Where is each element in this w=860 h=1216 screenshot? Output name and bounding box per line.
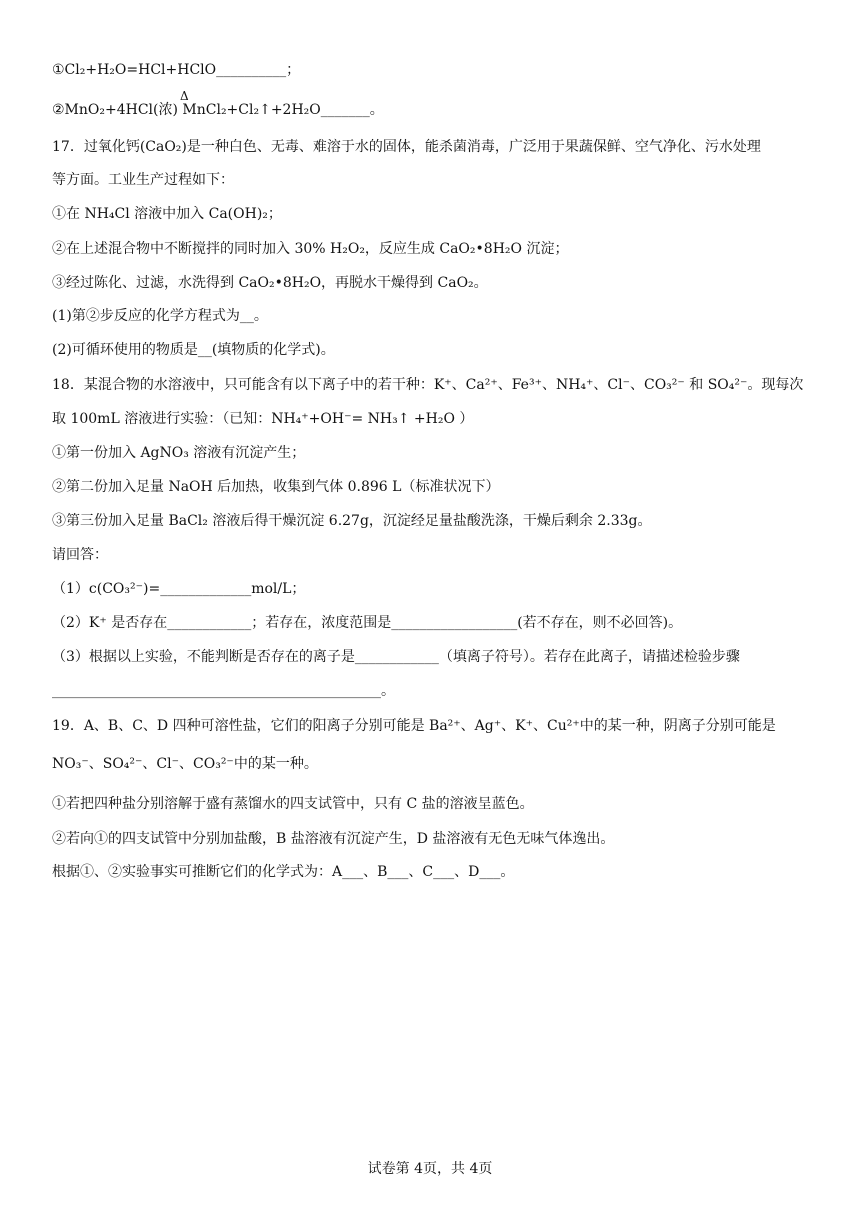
q16-line-2-suffix: MnCl₂+Cl₂↑+2H₂O_______。 bbox=[182, 102, 384, 118]
q18-exp-1: ①第一份加入 AgNO₃ 溶液有沉淀产生； bbox=[52, 445, 306, 461]
q17-step-1: ①在 NH₄Cl 溶液中加入 Ca(OH)₂； bbox=[52, 206, 282, 222]
q19-intro-a: 19．A、B、C、D 四种可溶性盐，它们的阳离子分别可能是 Ba²⁺、Ag⁺、K⁺、Cu²⁺中的某一种，阴离子分别可能是 bbox=[52, 718, 776, 734]
q19-intro-b-suffix: 中的某一种。 bbox=[233, 756, 318, 772]
anion-no3: NO₃⁻ bbox=[52, 756, 89, 772]
q18-sub-3-blank: _______________________________________________。 bbox=[52, 683, 395, 699]
q18-sub-1: （1）c(CO₃²⁻)=_____________mol/L； bbox=[52, 581, 306, 597]
delta-symbol: Δ bbox=[179, 89, 189, 103]
q18-ask: 请回答： bbox=[52, 547, 108, 563]
anion-cl: Cl⁻ bbox=[156, 756, 180, 772]
q17-step-2: ②在上述混合物中不断搅拌的同时加入 30% H₂O₂，反应生成 CaO₂•8H₂O 沉淀； bbox=[52, 241, 569, 257]
q16-line-1: ①Cl₂+H₂O=HCl+HClO__________； bbox=[52, 62, 301, 78]
heat-condition bbox=[178, 89, 189, 120]
q18-sub-2: （2）K⁺ 是否存在____________；若存在，浓度范围是__________________(若不存在，则不必回答)。 bbox=[52, 615, 683, 631]
q18-intro-a: 18．某混合物的水溶液中，只可能含有以下离子中的若干种：K⁺、Ca²⁺、Fe³⁺、NH₄⁺、Cl⁻、CO₃²⁻ 和 SO₄²⁻。现每次 bbox=[52, 377, 804, 393]
q17-question-2: (2)可循环使用的物质是__(填物质的化学式)。 bbox=[52, 342, 335, 358]
q16-line-2-prefix: ②MnO₂+4HCl(浓) bbox=[52, 102, 178, 118]
anion-co3: CO₃²⁻ bbox=[193, 756, 234, 772]
q16-line-2 bbox=[52, 89, 384, 120]
q18-intro-b: 取 100mL 溶液进行实验：（已知：NH₄⁺+OH⁻= NH₃↑ +H₂O ） bbox=[52, 411, 474, 427]
q18-exp-2: ②第二份加入足量 NaOH 后加热，收集到气体 0.896 L（标准状况下） bbox=[52, 479, 500, 495]
q18-exp-3: ③第三份加入足量 BaCl₂ 溶液后得干燥沉淀 6.27g，沉淀经足量盐酸洗涤，干燥后剩余 2.33g。 bbox=[52, 513, 652, 529]
anion-so4: SO₄²⁻ bbox=[102, 756, 143, 772]
q19-cond-2: ②若向①的四支试管中分别加盐酸，B 盐溶液有沉淀产生，D 盐溶液有无色无味气体逸出。 bbox=[52, 831, 615, 847]
q17-intro-a: 17．过氧化钙(CaO₂)是一种白色、无毒、难溶于水的固体，能杀菌消毒，广泛用于果蔬保鲜、空气净化、污水处理 bbox=[52, 139, 761, 155]
page-footer: 试卷第 4页，共 4页 bbox=[367, 1161, 493, 1177]
q19-cond-1: ①若把四种盐分别溶解于盛有蒸馏水的四支试管中，只有 C 盐的溶液呈蓝色。 bbox=[52, 796, 534, 812]
q18-sub-3: （3）根据以上实验，不能判断是否存在的离子是____________（填离子符号）。若存在此离子，请描述检验步骤 bbox=[52, 649, 740, 665]
q17-intro-b: 等方面。工业生产过程如下： bbox=[52, 172, 234, 188]
q19-conclusion: 根据①、②实验事实可推断它们的化学式为：A___、B___、C___、D___。 bbox=[52, 864, 515, 880]
q17-question-1: (1)第②步反应的化学方程式为__。 bbox=[52, 308, 268, 324]
q19-intro-b: NO₃⁻、SO₄²⁻、Cl⁻、CO₃²⁻中的某一种。 bbox=[52, 756, 318, 772]
q17-step-3: ③经过陈化、过滤，水洗得到 CaO₂•8H₂O，再脱水干燥得到 CaO₂。 bbox=[52, 275, 488, 291]
